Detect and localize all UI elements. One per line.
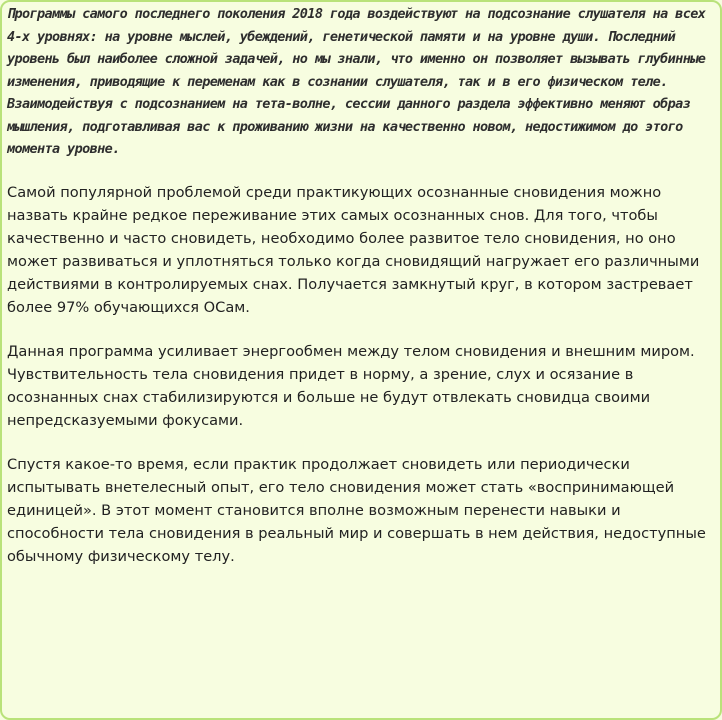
intro-paragraph: Программы самого последнего поколения 2018 года воздействуют на подсознание слушателя на всех 4-х уровнях: на уровне мыслей, убеждений, генетической памяти и на уровне души. Последний уровень был наиболее сложной задачей, но мы знали, что именно он позволяет вызывать глубинные изменения, приводящие к переменам как в сознании слушателя, так и в его физическом теле. Взаимодействуя с подсознанием на тета-волне, сессии данного раздела эффективно меняют образ мышления, подготавливая вас к проживанию жизни на качественно новом, недостижимом до этого момента уровне. (7, 6, 706, 157)
paragraph-energy-exchange: Данная программа усиливает энергообмен между телом сновидения и внешним миром. Чувствительность тела сновидения придет в норму, а зрение, слух и осязание в осознанных снах стабилизируются и больше не будут отвлекать сновидца своими непредсказуемыми фокусами. (7, 342, 695, 429)
paragraph-lucid-dreaming-problem: Самой популярной проблемой среди практикующих осознанные сновидения можно назвать крайне редкое переживание этих самых осознанных снов. Для того, чтобы качественно и часто сновидеть, необходимо более развитое тело сновидения, но оно может развиваться и уплотняться только когда сновидящий нагружает его различными действиями в контролируемых снах. Получается замкнутый круг, в котором застревает более 97% обучающихся ОСам. (7, 183, 700, 316)
paragraph-perceiving-unit: Спустя какое-то время, если практик продолжает сновидеть или периодически испытывать внетелесный опыт, его тело сновидения может стать «воспринимающей единицей». В этот момент становится вполне возможным перенести навыки и способности тела сновидения в реальный мир и совершать в нем действия, недоступные обычному физическому телу. (7, 455, 706, 565)
